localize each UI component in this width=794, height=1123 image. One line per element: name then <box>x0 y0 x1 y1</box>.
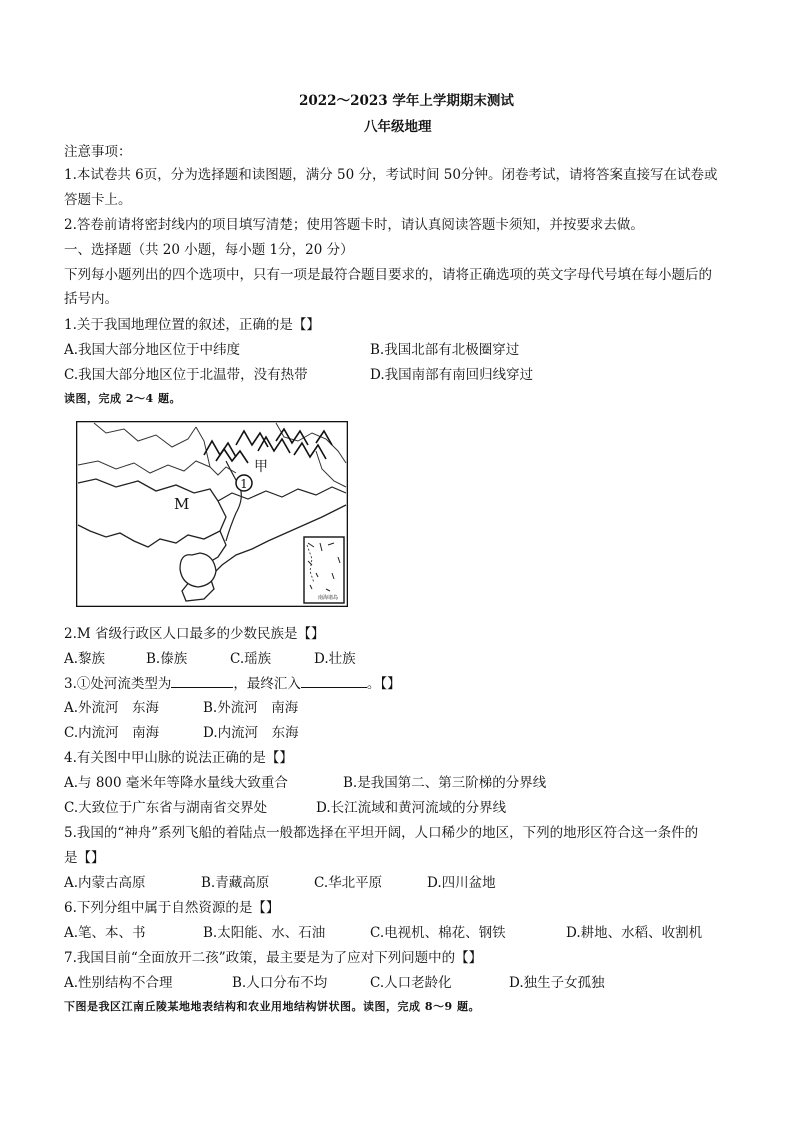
notes-heading: 注意事项： <box>64 144 132 160</box>
question-7-option-c: C.人口老龄化 <box>370 975 452 991</box>
question-6-option-a: A.笔、本、书 <box>64 925 146 941</box>
section-instructions-cont: 括号内。 <box>64 291 118 307</box>
question-2-option-a: A.黎族 <box>64 651 106 667</box>
question-4-stem: 4.有关图中甲山脉的说法正确的是【】 <box>64 750 293 766</box>
question-5-option-b: B.青藏高原 <box>201 875 270 891</box>
question-6-option-c: C.电视机、棉花、钢铁 <box>370 925 506 941</box>
question-6-option-b: B.太阳能、水、石油 <box>203 925 326 941</box>
question-4-option-a: A.与 800 毫米年等降水量线大致重合 <box>64 775 288 791</box>
question-3-stem-part3: 。【】 <box>366 676 401 692</box>
answer-blank-2[interactable] <box>301 674 367 688</box>
question-4-option-c: C.大致位于广东省与湖南省交界处 <box>64 800 268 816</box>
question-8-intro: 下图是我区江南丘陵某地地表结构和农业用地结构饼状图。读图，完成 8～9 题。 <box>64 1000 480 1013</box>
map-label-m: M <box>174 495 190 513</box>
question-5-stem: 5.我国的“神舟”系列飞船的着陆点一般都选择在平坦开阔，人口稀少的地区，下列的地形区符合这一条件的 <box>64 825 699 841</box>
question-2-option-d: D.壮族 <box>314 651 356 667</box>
question-3-option-c: C.内流河 南海 <box>64 725 160 741</box>
map-intro: 读图，完成 2～4 题。 <box>64 392 181 405</box>
question-2-option-b: B.傣族 <box>146 651 188 667</box>
question-6-stem: 6.下列分组中属于自然资源的是【】 <box>64 900 280 916</box>
question-4-option-b: B.是我国第二、第三阶梯的分界线 <box>343 775 547 791</box>
question-3-stem-part2: ，最终汇入 <box>233 676 301 692</box>
question-4-option-d: D.长江流域和黄河流域的分界线 <box>316 800 507 816</box>
question-1-option-d: D.我国南部有南回归线穿过 <box>370 367 534 383</box>
question-5-stem-cont: 是【】 <box>64 850 105 866</box>
question-3-option-d: D.内流河 东海 <box>203 725 299 741</box>
question-3-stem <box>64 674 401 693</box>
question-5-option-d: D.四川盆地 <box>427 875 496 891</box>
question-3-option-b: B.外流河 南海 <box>203 700 299 716</box>
notes-item-1-cont: 答题卡上。 <box>64 192 132 208</box>
answer-blank-1[interactable] <box>171 674 233 688</box>
question-1-option-c: C.我国大部分地区位于北温带，没有热带 <box>64 367 308 383</box>
question-2-stem: 2.M 省级行政区人口最多的少数民族是【】 <box>64 626 325 642</box>
question-1-option-b: B.我国北部有北极圈穿过 <box>370 342 520 358</box>
question-7-stem: 7.我国目前“全面放开二孩”政策，最主要是为了应对下列问题中的【】 <box>64 950 483 966</box>
question-7-option-a: A.性别结构不合理 <box>64 975 173 991</box>
map-figure <box>76 421 348 607</box>
section-instructions: 下列每小题列出的四个选项中，只有一项是最符合题目要求的，请将正确选项的英文字母代号填在每小题后的 <box>64 267 712 283</box>
question-5-option-c: C.华北平原 <box>314 875 383 891</box>
inset-map-label: 南海诸岛 <box>317 595 339 601</box>
map-marker-1: 1 <box>240 477 248 491</box>
question-1-option-a: A.我国大部分地区位于中纬度 <box>64 342 241 358</box>
question-3-stem-part1: 3.①处河流类型为 <box>64 676 172 692</box>
map-label-jia: 甲 <box>254 459 268 475</box>
question-7-option-d: D.独生子女孤独 <box>509 975 605 991</box>
question-1-stem: 1.关于我国地理位置的叙述，正确的是【】 <box>64 317 320 333</box>
notes-item-2: 2.答卷前请将密封线内的项目填写清楚；使用答题卡时，请认真阅读答题卡须知，并按要求去做。 <box>64 217 644 233</box>
exam-subtitle: 八年级地理 <box>364 119 432 135</box>
question-7-option-b: B.人口分布不均 <box>232 975 328 991</box>
question-3-option-a: A.外流河 东海 <box>64 700 160 716</box>
question-6-option-d: D.耕地、水稻、收割机 <box>566 925 703 941</box>
section-heading: 一、选择题（共 20 小题，每小题 1分，20 分） <box>64 242 354 258</box>
question-2-option-c: C.瑶族 <box>230 651 272 667</box>
exam-title: 2022～2023 学年上学期期末测试 <box>299 93 514 109</box>
question-5-option-a: A.内蒙古高原 <box>64 875 146 891</box>
notes-item-1: 1.本试卷共 6页，分为选择题和读图题，满分 50 分，考试时间 50分钟。闭卷考试，请将答案直接写在试卷或 <box>64 167 718 183</box>
